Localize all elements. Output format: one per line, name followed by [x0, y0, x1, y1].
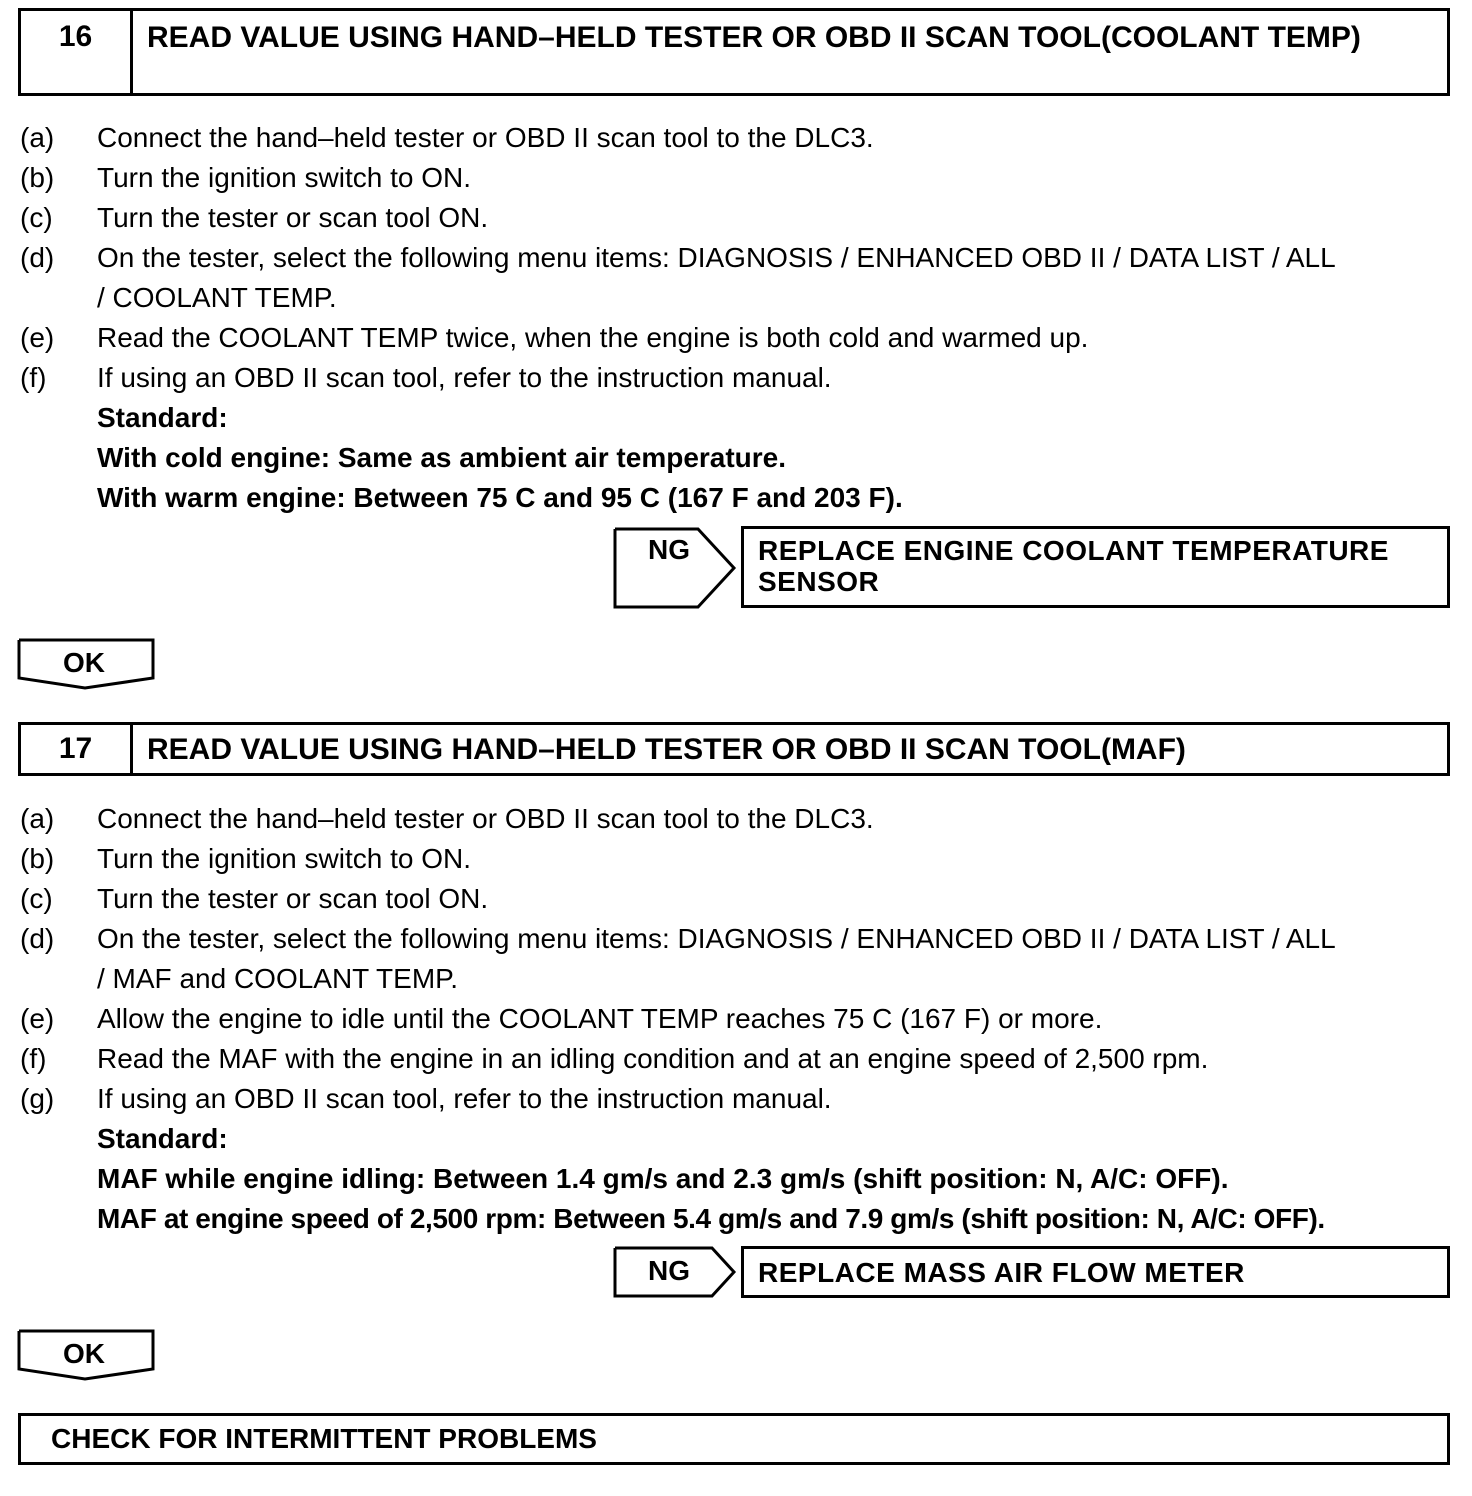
step-16-title: READ VALUE USING HAND–HELD TESTER OR OBD II SCAN TOOL(COOLANT TEMP) — [147, 21, 1361, 54]
step-17-standard-idle: MAF while engine idling: Between 1.4 gm/s and 2.3 gm/s (shift position: N, A/C: OFF). — [97, 1163, 1229, 1194]
step-16-label-e: (e) — [20, 322, 55, 353]
step-16-ok-label: OK — [63, 647, 105, 678]
step-17-standard-label: Standard: — [97, 1123, 228, 1154]
step-17-label-f: (f) — [20, 1043, 47, 1074]
step-16-header — [18, 8, 1450, 96]
step-16-label-a: (a) — [20, 122, 55, 153]
step-16-standard-label: Standard: — [97, 402, 228, 433]
step-16-label-f: (f) — [20, 362, 47, 393]
step-16-ng-label: NG — [648, 534, 690, 565]
step-17-standard-2500: MAF at engine speed of 2,500 rpm: Between 5.4 gm/s and 7.9 gm/s (shift position: N, A/C: OFF). — [97, 1203, 1325, 1234]
step-16-text-f: If using an OBD II scan tool, refer to the instruction manual. — [97, 362, 832, 393]
step-17-label-b: (b) — [20, 843, 55, 874]
step-16-standard-cold: With cold engine: Same as ambient air temperature. — [97, 442, 787, 473]
step-16-text-b: Turn the ignition switch to ON. — [97, 162, 472, 193]
step-16-standard-warm: With warm engine: Between 75 C and 95 C (167 F and 203 F). — [97, 482, 903, 513]
step-17-text-e: Allow the engine to idle until the COOLANT TEMP reaches 75 C (167 F) or more. — [97, 1003, 1103, 1034]
step-17-label-a: (a) — [20, 803, 55, 834]
step-16-text-e: Read the COOLANT TEMP twice, when the engine is both cold and warmed up. — [97, 322, 1089, 353]
check-intermittent-problems-box: CHECK FOR INTERMITTENT PROBLEMS — [18, 1413, 1450, 1465]
step-17-text-b: Turn the ignition switch to ON. — [97, 843, 472, 874]
step-17-ok-label: OK — [63, 1338, 105, 1369]
step-17-text-f: Read the MAF with the engine in an idling condition and at an engine speed of 2,500 rpm. — [97, 1043, 1209, 1074]
step-17-ng-result: REPLACE MASS AIR FLOW METER — [741, 1246, 1450, 1298]
step-17-header — [18, 722, 1450, 776]
step-17-label-g: (g) — [20, 1083, 55, 1114]
step-16-text-d: On the tester, select the following menu items: DIAGNOSIS / ENHANCED OBD II / DATA LIST / ALL — [97, 242, 1336, 273]
step-16-label-d: (d) — [20, 242, 55, 273]
step-16-number: 16 — [21, 11, 133, 93]
step-16-label-c: (c) — [20, 202, 53, 233]
step-16-ng-result: REPLACE ENGINE COOLANT TEMPERATURE SENSOR — [741, 526, 1450, 608]
step-16-text-d-cont: / COOLANT TEMP. — [97, 282, 337, 313]
step-17-label-c: (c) — [20, 883, 53, 914]
step-17-text-g: If using an OBD II scan tool, refer to the instruction manual. — [97, 1083, 832, 1114]
step-17-title: READ VALUE USING HAND–HELD TESTER OR OBD II SCAN TOOL(MAF) — [147, 733, 1186, 766]
step-16-label-b: (b) — [20, 162, 55, 193]
step-17-number: 17 — [21, 725, 133, 773]
step-17-label-d: (d) — [20, 923, 55, 954]
step-17-text-a: Connect the hand–held tester or OBD II scan tool to the DLC3. — [97, 803, 874, 834]
step-17-text-c: Turn the tester or scan tool ON. — [97, 883, 489, 914]
step-17-ng-label: NG — [648, 1255, 690, 1286]
step-17-text-d-cont: / MAF and COOLANT TEMP. — [97, 963, 459, 994]
step-16-text-a: Connect the hand–held tester or OBD II scan tool to the DLC3. — [97, 122, 874, 153]
step-17-text-d: On the tester, select the following menu items: DIAGNOSIS / ENHANCED OBD II / DATA LIST / ALL — [97, 923, 1336, 954]
step-17-label-e: (e) — [20, 1003, 55, 1034]
step-16-text-c: Turn the tester or scan tool ON. — [97, 202, 489, 233]
